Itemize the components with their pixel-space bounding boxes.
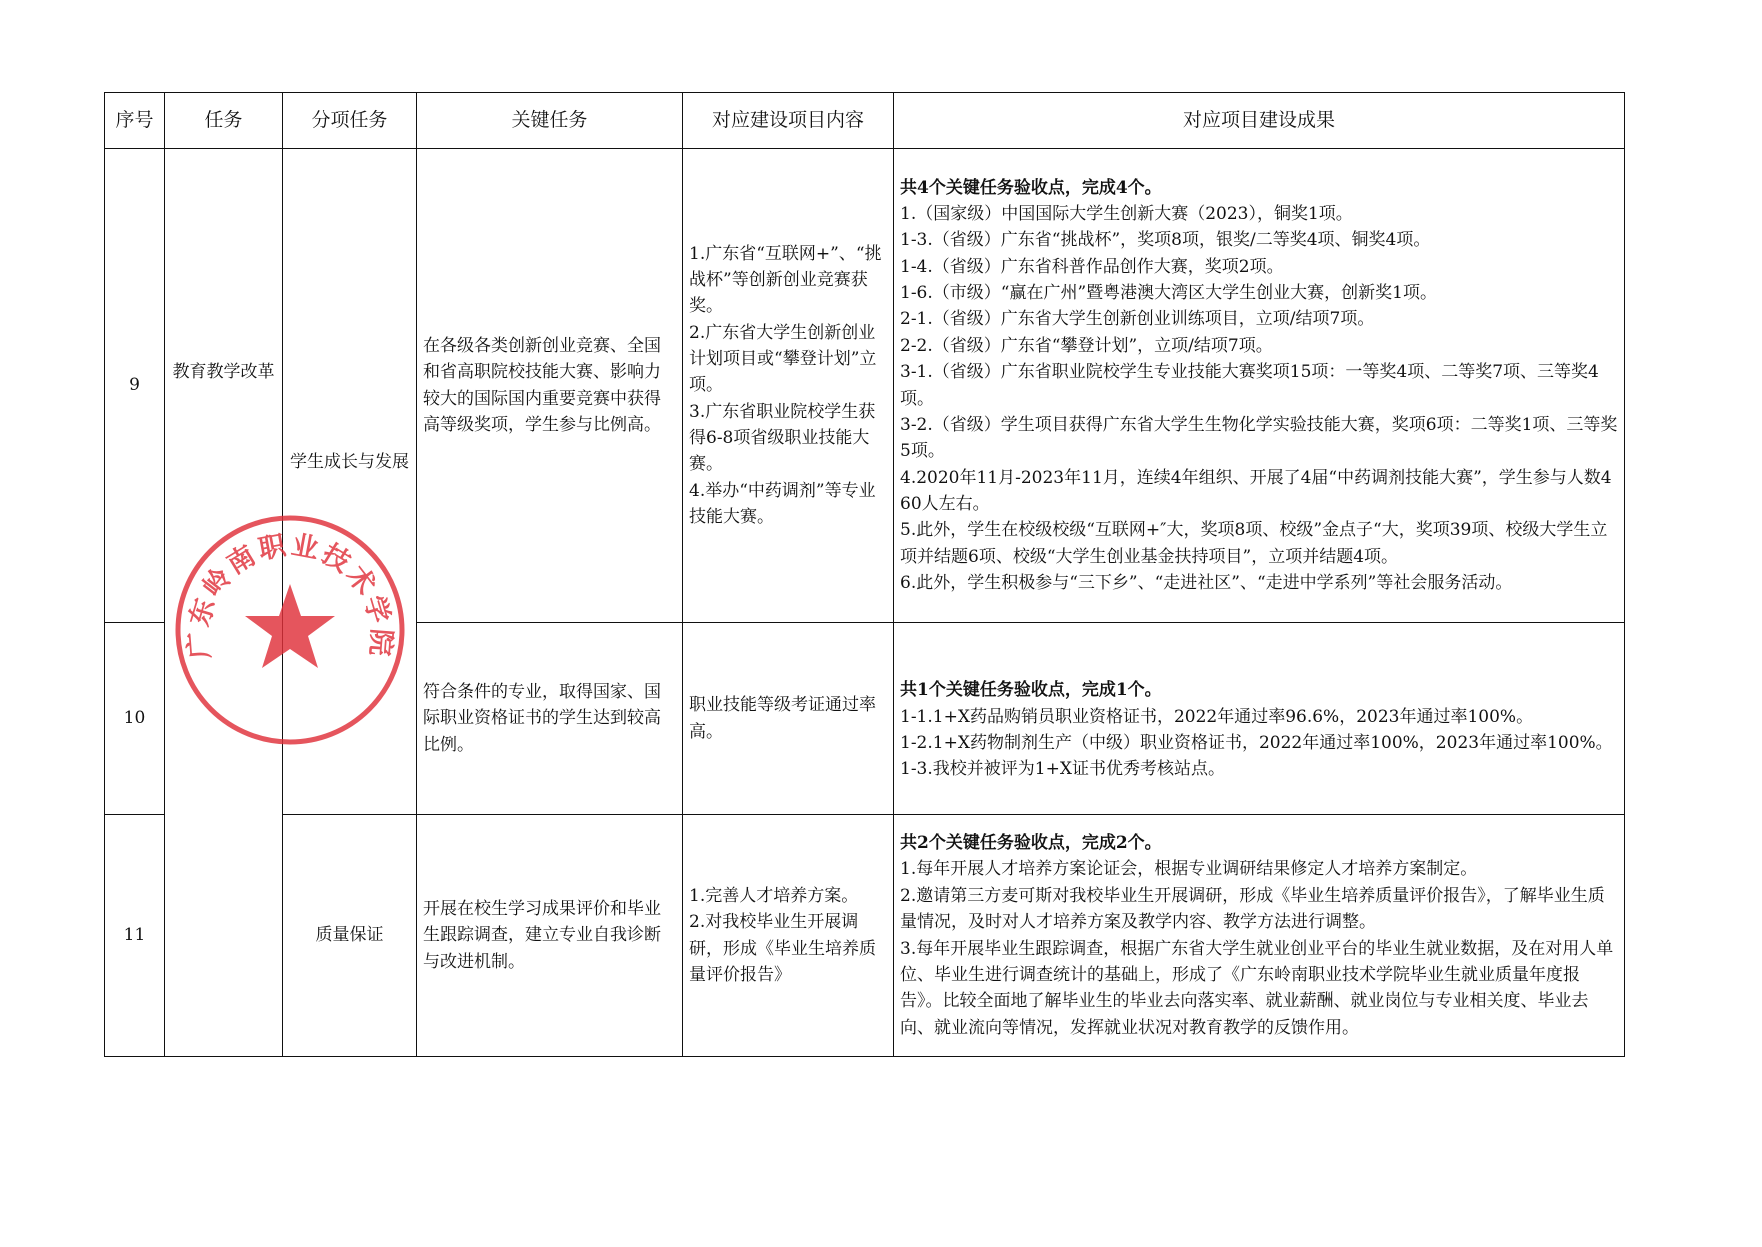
result-item: 3-1.（省级）广东省职业院校学生专业技能大赛奖项15项：一等奖4项、二等奖7项、三等奖4项。 [900, 362, 1599, 409]
seal-text: 广东岭南职业技术学院 [183, 529, 397, 660]
header-key-task: 关键任务 [417, 93, 683, 149]
task-cell [165, 149, 283, 1057]
content-item: 2.对我校毕业生开展调研，形成《毕业生培养质量评价报告》 [689, 912, 876, 985]
result-item: 6.此外，学生积极参与“三下乡”、“走进社区”、“走进中学系列”等社会服务活动。 [900, 572, 1513, 593]
result-item: 4.2020年11月-2023年11月，连续4年组织、开展了4届“中药调剂技能大赛”，学生参与人数460人左右。 [900, 467, 1612, 514]
content-item: 1.完善人才培养方案。 [689, 885, 859, 906]
result-item: 1-2.1+X药物制剂生产（中级）职业资格证书，2022年通过率100%，2023年通过率100%。 [900, 733, 1613, 753]
table-header-row [105, 93, 1625, 149]
content-cell [683, 815, 894, 1057]
result-item: 2.邀请第三方麦可斯对我校毕业生开展调研，形成《毕业生培养质量评价报告》，了解毕业生质量情况，及时对人才培养方案及教学内容、教学方法进行调整。 [900, 885, 1605, 933]
result-item: 2-1.（省级）广东省大学生创新创业训练项目，立项/结项7项。 [900, 309, 1375, 330]
result-item: 1-4.（省级）广东省科普作品创作大赛，奖项2项。 [900, 256, 1284, 277]
row-num: 9 [105, 149, 165, 623]
result-item: 1.每年开展人才培养方案论证会，根据专业调研结果修定人才培养方案制定。 [900, 859, 1478, 880]
header-content: 对应建设项目内容 [683, 93, 894, 149]
result-summary: 共1个关键任务验收点，完成1个。 [900, 680, 1162, 701]
content-item: 4.举办“中药调剂”等专业技能大赛。 [689, 480, 876, 528]
result-item: 1-6.（市级）“赢在广州”暨粤港澳大湾区大学生创业大赛，创新奖1项。 [900, 283, 1437, 304]
result-item: 1-3.（省级）广东省“挑战杯”，奖项8项，银奖/二等奖4项、铜奖4项。 [900, 230, 1431, 251]
subtask-cell [283, 149, 417, 815]
row-num: 10 [105, 623, 165, 815]
result-summary: 共2个关键任务验收点，完成2个。 [900, 833, 1162, 854]
subtask-cell [283, 815, 417, 1057]
table-row [105, 815, 1625, 1057]
result-item: 1-3.我校并被评为1+X证书优秀考核站点。 [900, 759, 1225, 780]
header-results: 对应项目建设成果 [894, 93, 1625, 149]
subtask-label: 学生成长与发展 [290, 452, 409, 472]
result-item: 1.（国家级）中国国际大学生创新大赛（2023），铜奖1项。 [900, 204, 1353, 225]
key-task-cell: 开展在校生学习成果评价和毕业生跟踪调查，建立专业自我诊断与改进机制。 [417, 815, 683, 1057]
content-item: 2.广东省大学生创新创业计划项目或“攀登计划”立项。 [689, 322, 877, 396]
key-task-cell: 在各级各类创新创业竞赛、全国和省高职院校技能大赛、影响力较大的国际国内重要竞赛中获得高等级奖项，学生参与比例高。 [417, 149, 683, 623]
content-cell [683, 623, 894, 815]
results-cell [894, 815, 1625, 1057]
result-item: 5.此外，学生在校级校级“互联网+″大，奖项8项、校级”金点子“大，奖项39项、校级大学生立项并结题6项、校级“大学生创业基金扶持项目”，立项并结题4项。 [900, 520, 1608, 567]
result-item: 3.每年开展毕业生跟踪调查，根据广东省大学生就业创业平台的毕业生就业数据，及在对用人单位、毕业生进行调查统计的基础上，形成了《广东岭南职业技术学院毕业生就业质量年度报告》。比较全面地了解毕业生的毕业去向落实率、就业薪酬、就业岗位与专业相关度、毕业去向、就业流向等情况，发挥就业状况对教育教学的反馈作用。 [900, 938, 1614, 1038]
results-cell [894, 623, 1625, 815]
task-label: 教育教学改革 [172, 362, 275, 382]
row-num: 11 [105, 815, 165, 1057]
table-row [105, 149, 1625, 623]
content-item: 职业技能等级考证通过率高。 [689, 695, 876, 742]
header-num: 序号 [105, 93, 165, 149]
header-task: 任务 [165, 93, 283, 149]
content-cell [683, 149, 894, 623]
result-item: 3-2.（省级）学生项目获得广东省大学生生物化学实验技能大赛，奖项6项：二等奖1项、三等奖5项。 [900, 414, 1618, 462]
subtask-label: 质量保证 [315, 925, 384, 946]
results-cell [894, 149, 1625, 623]
task-table [104, 92, 1625, 1057]
result-item: 2-2.（省级）广东省“攀登计划”，立项/结项7项。 [900, 335, 1273, 356]
key-task-cell: 符合条件的专业，取得国家、国际职业资格证书的学生达到较高比例。 [417, 623, 683, 815]
content-item: 3.广东省职业院校学生获得6-8项省级职业技能大赛。 [689, 401, 876, 475]
header-subtask: 分项任务 [283, 93, 417, 149]
content-item: 1.广东省“互联网+”、“挑战杯”等创新创业竞赛获奖。 [689, 243, 882, 317]
result-summary: 共4个关键任务验收点，完成4个。 [900, 177, 1162, 198]
result-item: 1-1.1+X药品购销员职业资格证书，2022年通过率96.6%，2023年通过率100%。 [900, 706, 1534, 727]
